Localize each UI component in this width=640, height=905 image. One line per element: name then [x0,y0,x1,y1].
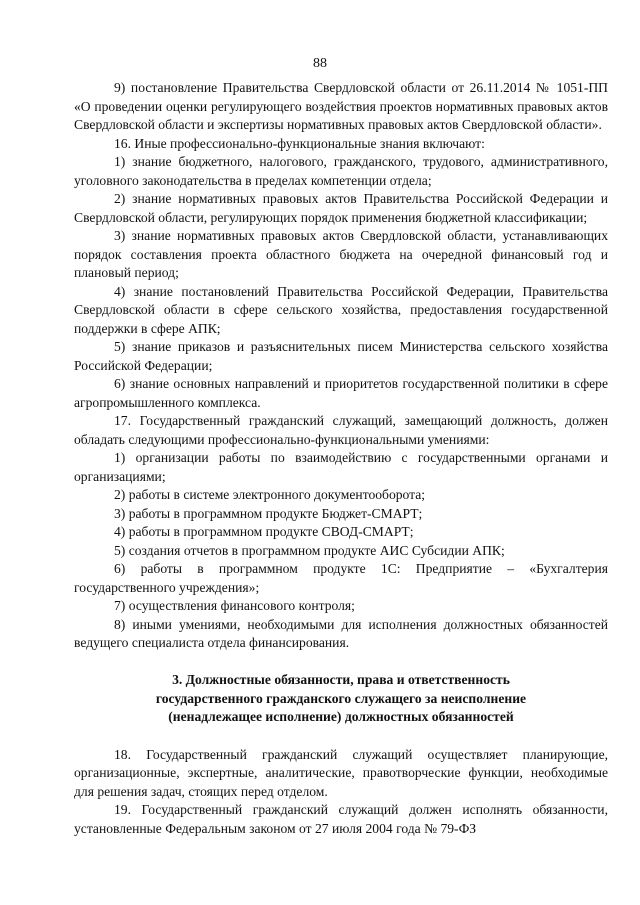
list-item: 5) создания отчетов в программном продукте АИС Субсидии АПК; [114,542,505,558]
section-heading-line: 3. Должностные обязанности, права и ответственность [172,672,510,687]
list-item: 3) работы в программном продукте Бюджет-СМАРТ; [114,505,423,521]
list-item: 1) организации работы по взаимодействию с государственными органами и организациями; [74,450,608,484]
paragraph: 18. Государственный гражданский служащий осуществляет планирующие, организационные, экспертные, аналитические, правотворческие функции, необходимые для решения задач, стоящих перед отделом. [74,746,608,799]
list-item: 1) знание бюджетного, налогового, гражданского, трудового, административного, уголовного законодательства в пределах компетенции отдела; [74,154,608,188]
paragraph: 17. Государственный гражданский служащий, замещающий должность, должен обладать следующими профессионально-функциональными умениями: [74,413,608,447]
paragraph: 9) постановление Правительства Свердловской области от 26.11.2014 № 1051-ПП «О проведении оценки регулирующего воздействия проектов нормативных правовых актов Свердловской области и экспертизы нормативных правовых актов Свердловской области». [74,80,608,132]
paragraph: 16. Иные профессионально-функциональные знания включают: [114,135,485,151]
list-item: 3) знание нормативных правовых актов Свердловской области, устанавливающих порядок составления проекта областного бюджета на очередной финансовый год и плановый период; [74,228,608,280]
page-number: 88 [313,56,327,71]
section-heading-line: государственного гражданского служащего за неисполнение [155,690,527,706]
section-heading [74,671,608,727]
list-item: 6) знание основных направлений и приоритетов государственной политики в сфере агропромышленного комплекса. [74,376,608,410]
list-item: 2) знание нормативных правовых актов Правительства Российской Федерации и Свердловской области, регулирующих порядок применения бюджетной классификации; [74,191,608,225]
document-body [74,79,608,838]
list-item: 2) работы в системе электронного документооборота; [114,487,426,502]
list-item: 4) работы в программном продукте СВОД-СМАРТ; [114,524,414,539]
list-item: 7) осуществления финансового контроля; [114,598,355,613]
section-heading-line: (ненадлежащее исполнение) должностных обязанностей [168,709,514,724]
list-item: 4) знание постановлений Правительства Российской Федерации, Правительства Свердловской области в сфере сельского хозяйства, предоставления государственной поддержки в сфере АПК; [74,283,608,336]
list-item: 6) работы в программном продукте 1С: Предприятие – «Бухгалтерия государственного учреждения»; [74,561,608,595]
paragraph: 19. Государственный гражданский служащий должен исполнять обязанности, установленные Федеральным законом от 27 июля 2004 года № 79-ФЗ [74,802,608,836]
list-item: 8) иными умениями, необходимыми для исполнения должностных обязанностей ведущего специалиста отдела финансирования. [74,616,608,650]
list-item: 5) знание приказов и разъяснительных писем Министерства сельского хозяйства Российской Федерации; [74,339,608,373]
